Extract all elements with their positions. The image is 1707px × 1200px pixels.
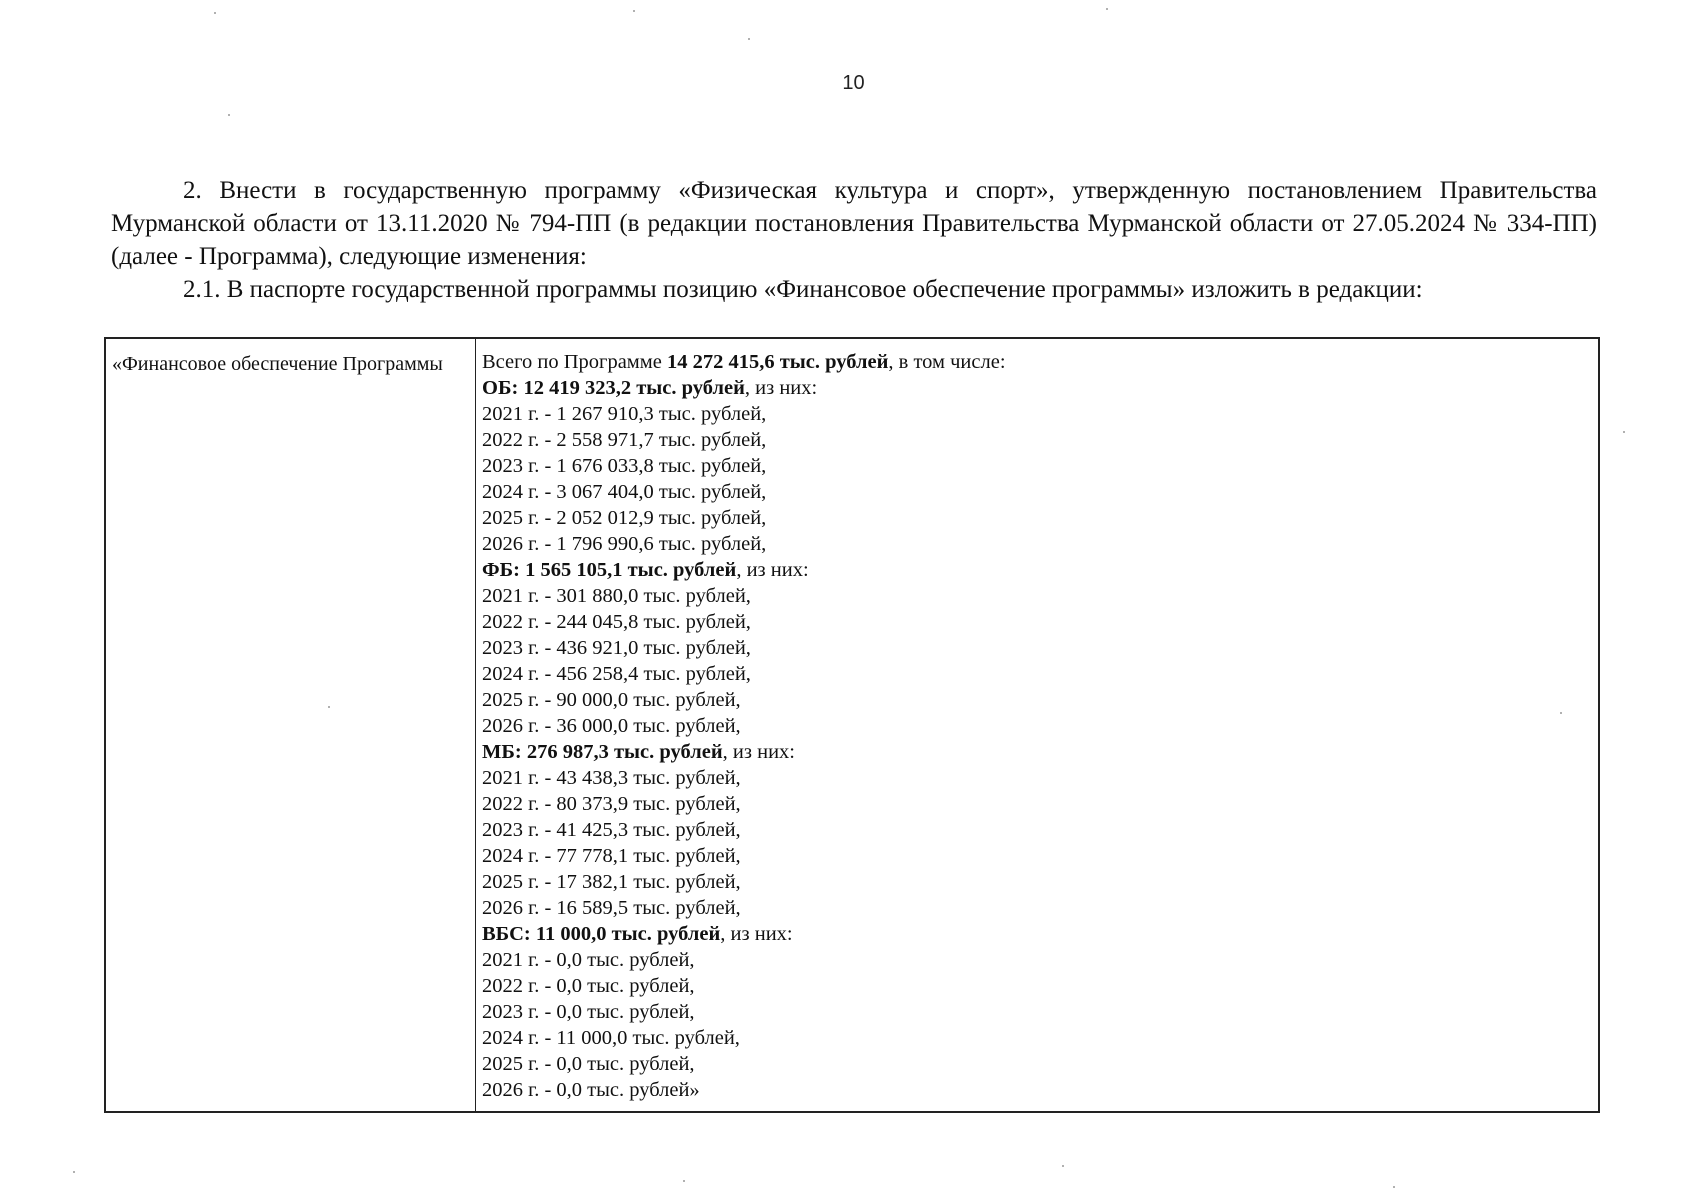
column-divider [475,339,476,1111]
funding-year-row: 2026 г. - 16 589,5 тыс. рублей, [482,897,741,919]
paragraph-text: 2.1. В паспорте государственной программы позицию «Финансовое обеспечение программы» изложить в редакции: [183,276,1423,303]
funding-group-heading [482,921,1592,947]
scan-speck [1623,431,1625,433]
funding-group-amount: ФБ: 1 565 105,1 тыс. рублей [482,559,737,581]
funding-year-row: 2026 г. - 0,0 тыс. рублей» [482,1079,700,1101]
scan-speck [1393,1186,1395,1188]
funding-year-row: 2021 г. - 1 267 910,3 тыс. рублей, [482,403,767,425]
funding-year-row: 2025 г. - 0,0 тыс. рублей, [482,1053,695,1075]
scan-speck [328,706,330,708]
funding-year-row: 2023 г. - 0,0 тыс. рублей, [482,1001,695,1023]
scan-speck [228,114,230,116]
funding-year-row: 2023 г. - 436 921,0 тыс. рублей, [482,637,751,659]
funding-year-row: 2026 г. - 36 000,0 тыс. рублей, [482,715,741,737]
funding-year-row: 2024 г. - 11 000,0 тыс. рублей, [482,1027,740,1049]
funding-year-row: 2022 г. - 80 373,9 тыс. рублей, [482,793,741,815]
total-suffix: , в том числе: [888,351,1006,373]
funding-year-row: 2025 г. - 90 000,0 тыс. рублей, [482,689,741,711]
funding-year-row: 2026 г. - 1 796 990,6 тыс. рублей, [482,533,767,555]
funding-group-suffix: , из них: [736,559,809,581]
funding-year-row: 2024 г. - 77 778,1 тыс. рублей, [482,845,741,867]
funding-group-suffix: , из них: [722,741,796,763]
funding-group-heading [482,739,1592,765]
scan-speck [748,38,750,40]
scan-speck [214,12,216,14]
scan-speck [1560,712,1562,714]
funding-year-row: 2025 г. - 17 382,1 тыс. рублей, [482,871,741,893]
paragraph-passport-change [111,273,1597,306]
financing-details-cell [482,349,1592,1103]
paragraph-amendment-intro [111,174,1597,273]
funding-year-row: 2024 г. - 3 067 404,0 тыс. рублей, [482,481,767,503]
scan-speck [633,10,635,12]
funding-group-heading [482,375,1592,401]
funding-groups [482,375,1592,1103]
total-line [482,349,1592,375]
funding-group-amount: ОБ: 12 419 323,2 тыс. рублей [482,377,745,399]
page-number: 10 [842,72,865,94]
funding-group-suffix: , из них: [744,377,818,399]
financing-table [104,337,1600,1113]
funding-year-row: 2024 г. - 456 258,4 тыс. рублей, [482,663,751,685]
funding-year-row: 2022 г. - 0,0 тыс. рублей, [482,975,695,997]
funding-year-row: 2023 г. - 1 676 033,8 тыс. рублей, [482,455,767,477]
funding-group-heading [482,557,1592,583]
paragraph-text: 2. Внести в государственную программу «Физическая культура и спорт», утвержденную постановлением Правительства Мурманской области от 13.11.2020 № 794-ПП (в редакции постановления Правительства Мурманской области от 27.05.2024 № 334-ПП) (далее - Программа), следующие изменения: [111,177,1597,270]
funding-year-row: 2021 г. - 301 880,0 тыс. рублей, [482,585,751,607]
scan-speck [683,1180,685,1182]
funding-group-amount: МБ: 276 987,3 тыс. рублей [482,741,723,763]
funding-group-suffix: , из них: [720,923,793,945]
financing-label-cell: «Финансовое обеспечение Программы [112,353,443,375]
scan-speck [1106,8,1108,10]
funding-year-row: 2022 г. - 2 558 971,7 тыс. рублей, [482,429,767,451]
scan-speck [73,1171,75,1173]
funding-year-row: 2022 г. - 244 045,8 тыс. рублей, [482,611,751,633]
total-amount: 14 272 415,6 тыс. рублей [666,351,889,373]
funding-year-row: 2025 г. - 2 052 012,9 тыс. рублей, [482,507,767,529]
funding-year-row: 2023 г. - 41 425,3 тыс. рублей, [482,819,741,841]
funding-year-row: 2021 г. - 43 438,3 тыс. рублей, [482,767,741,789]
scan-speck [1062,1165,1064,1167]
funding-group-amount: ВБС: 11 000,0 тыс. рублей [482,923,721,945]
funding-year-row: 2021 г. - 0,0 тыс. рублей, [482,949,695,971]
total-prefix: Всего по Программе [482,351,667,373]
